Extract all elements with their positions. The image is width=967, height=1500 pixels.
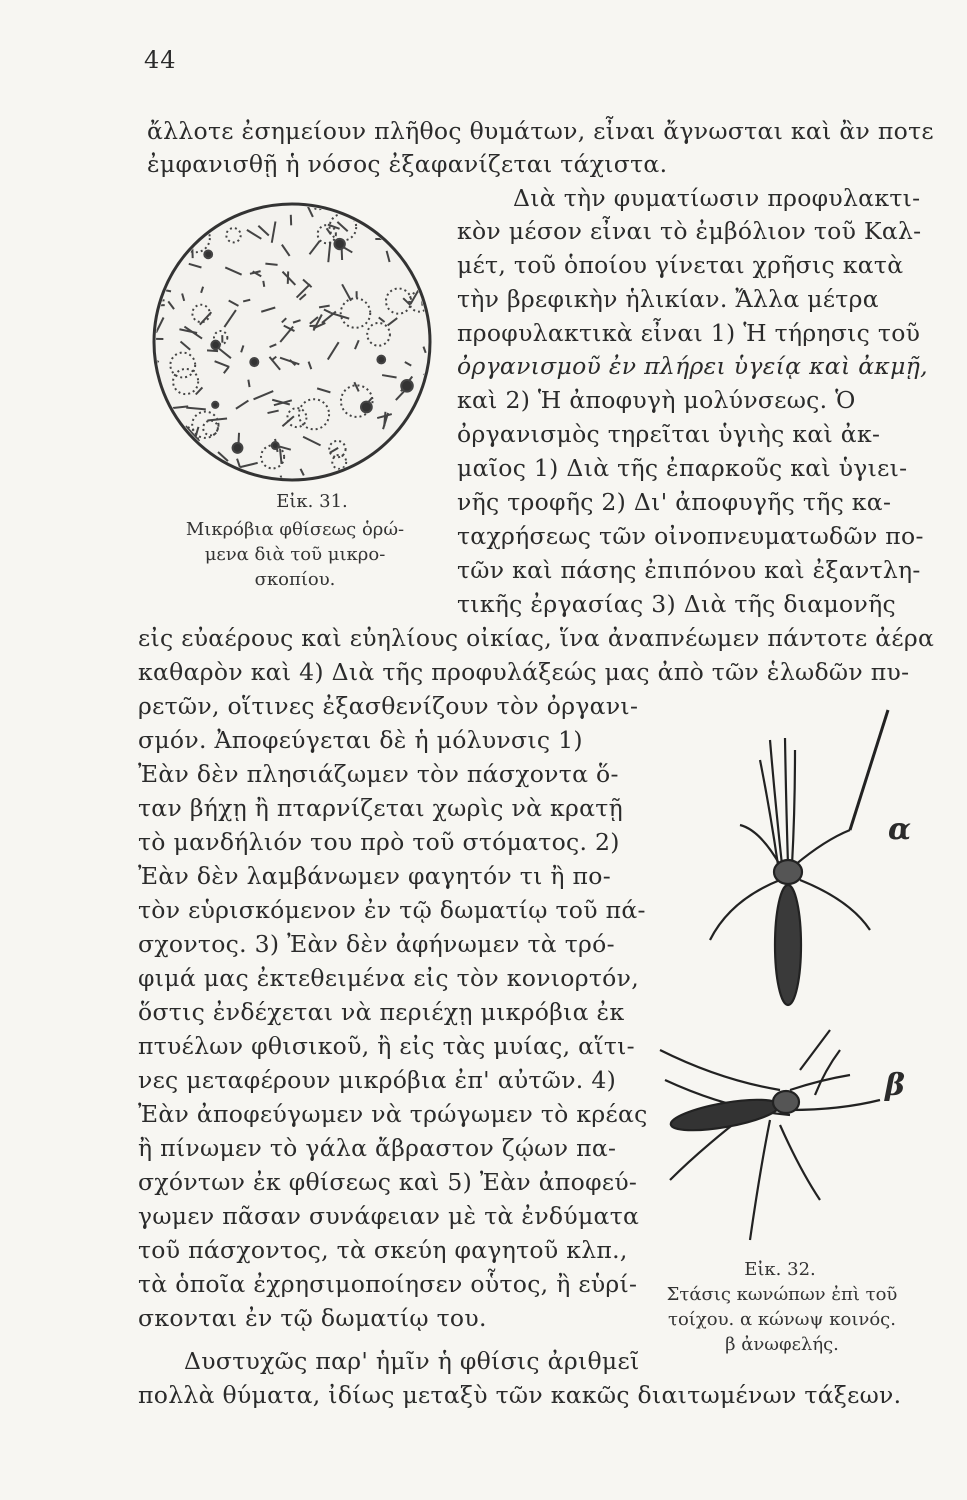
fig32-label-a: α xyxy=(888,812,912,847)
bacillus-mark xyxy=(421,201,427,210)
bacillus-mark xyxy=(265,264,277,265)
text-line: μέτ, τοῦ ὁποίου γίνεται χρῆσις κατὰ xyxy=(457,251,904,279)
text-line: τοῦ πάσχοντος, τὰ σκεύη φαγητοῦ κλπ., xyxy=(138,1236,628,1264)
bacillus-mark xyxy=(199,481,209,485)
text-line: γωμεν πᾶσαν συνάφειαν μὲ τὰ ἐνδύματα xyxy=(138,1202,640,1230)
bacillus-mark xyxy=(391,470,403,472)
fig31-caption-line: μενα διὰ τοῦ μικρο- xyxy=(204,544,386,565)
bacillus-mark xyxy=(406,445,414,461)
cell-cluster-mark xyxy=(333,200,349,209)
text-line: τὸν εὑρισκόμενον ἐν τῷ δωματίῳ τοῦ πά- xyxy=(138,896,646,924)
dark-cell-mark xyxy=(334,239,344,249)
text-line: ὅστις ἐνδέχεται νὰ περιέχῃ μικρόβια ἐκ xyxy=(138,998,625,1026)
bacillus-mark xyxy=(151,479,162,485)
bacillus-mark xyxy=(162,424,182,432)
bacillus-mark xyxy=(351,204,355,211)
text-line: σχοντος. 3) Ἐὰν δὲν ἀφήνωμεν τὰ τρό- xyxy=(138,930,615,958)
dark-cell-mark xyxy=(272,442,279,449)
text-line: τὰ ὁποῖα ἐχρησιμοποίησεν οὗτος, ἢ εὑρί- xyxy=(138,1270,638,1298)
fig31-caption-title: Εἰκ. 31. xyxy=(276,491,348,512)
mosquito-illustration xyxy=(640,700,920,1290)
text-line: Δυστυχῶς παρ' ἡμῖν ἡ φθίσις ἀριθμεῖ xyxy=(184,1347,640,1375)
text-line: σχόντων ἐκ φθίσεως καὶ 5) Ἐὰν ἀποφεύ- xyxy=(138,1168,638,1196)
fig32-caption-line: Στάσις κωνώπων ἐπὶ τοῦ xyxy=(666,1284,898,1305)
dark-cell-mark xyxy=(377,356,385,364)
bacillus-mark xyxy=(173,241,177,248)
text-line: καὶ 2) Ἡ ἀποφυγὴ μολύνσεως. Ὁ xyxy=(457,386,856,414)
text-line: ρετῶν, οἵτινες ἐξασθενίζουν τὸν ὀργανι- xyxy=(138,692,639,720)
text-line: Διὰ τὴν φυματίωσιν προφυλακτι- xyxy=(513,184,921,212)
text-line: σμόν. Ἀποφεύγεται δὲ ἡ μόλυνσις 1) xyxy=(138,726,583,754)
text-line: νες μεταφέρουν μικρόβια ἐπ' αὐτῶν. 4) xyxy=(138,1066,617,1094)
fig32-caption-line: τοίχου. α κώνωψ κοινός. xyxy=(668,1309,896,1330)
text-line: ὀργανισμὸς τηρεῖται ὑγιὴς καὶ ἀκ- xyxy=(457,420,881,448)
fig31-caption-line: Μικρόβια φθίσεως ὁρώ- xyxy=(185,519,405,540)
bacillus-mark xyxy=(172,451,179,453)
bacillus-mark xyxy=(425,428,435,442)
cell-cluster-mark xyxy=(150,215,164,240)
dark-cell-mark xyxy=(212,402,218,408)
text-line: εἰς εὐαέρους καὶ εὐηλίους οἰκίας, ἵνα ἀναπνέωμεν πάντοτε ἀέρα xyxy=(138,624,935,652)
bacillus-mark xyxy=(386,481,400,485)
bacillus-mark xyxy=(226,473,229,479)
text-line: ταχρήσεως τῶν οἰνοπνευματωδῶν πο- xyxy=(457,522,924,550)
anopheles-mosquito-drawing xyxy=(660,1030,880,1240)
page-number: 44 xyxy=(144,46,177,74)
fig32-caption-title: Εἰκ. 32. xyxy=(744,1259,816,1280)
text-line: σκονται ἐν τῷ δωματίῳ του. xyxy=(138,1304,487,1332)
text-line: ἢ πίνωμεν τὸ γάλα ἄβραστον ζῴων πα- xyxy=(138,1134,617,1162)
bacillus-mark xyxy=(212,470,218,478)
text-line: φιμά μας ἐκτεθειμένα εἰς τὸν κονιορτόν, xyxy=(138,964,639,992)
microscope-illustration xyxy=(150,200,435,485)
bacillus-mark xyxy=(207,350,218,351)
text-line: μαῖος 1) Διὰ τῆς ἐπαρκοῦς καὶ ὑγιει- xyxy=(457,454,908,482)
fig31-caption-line: σκοπίου. xyxy=(254,569,336,590)
text-line: ἄλλοτε ἐσημείουν πλῆθος θυμάτων, εἶναι ἄγνωσται καὶ ἂν ποτε xyxy=(147,117,934,145)
text-line: καθαρὸν καὶ 4) Διὰ τῆς προφυλάξεώς μας ἀπὸ τῶν ἑλωδῶν πυ- xyxy=(138,658,910,686)
bacillus-mark xyxy=(291,482,305,485)
bacillus-mark xyxy=(179,214,200,216)
text-line: ἐμφανισθῇ ἡ νόσος ἐξαφανίζεται τάχιστα. xyxy=(147,150,668,178)
text-line: τὸ μανδήλιόν του πρὸ τοῦ στόματος. 2) xyxy=(138,828,620,856)
text-line: νῆς τροφῆς 2) Δι' ἀποφυγῆς τῆς κα- xyxy=(457,488,892,516)
dark-cell-mark xyxy=(250,358,258,366)
bacillus-mark xyxy=(426,455,434,460)
bacillus-mark xyxy=(337,202,342,205)
cell-cluster-mark xyxy=(375,209,395,229)
text-line: τὴν βρεφικὴν ἡλικίαν. Ἄλλα μέτρα xyxy=(457,285,879,313)
text-line: τικῆς ἐργασίας 3) Διὰ τῆς διαμονῆς xyxy=(457,590,896,618)
text-line: κὸν μέσον εἶναι τὸ ἐμβόλιον τοῦ Καλ- xyxy=(457,217,922,245)
dark-cell-mark xyxy=(361,402,372,413)
text-line: ὀργανισμοῦ ἐν πλήρει ὑγείᾳ καὶ ἀκμῇ, xyxy=(457,352,928,380)
cell-cluster-mark xyxy=(420,472,435,485)
dark-cell-mark xyxy=(204,250,212,258)
dark-cell-mark xyxy=(233,443,243,453)
cell-cluster-mark xyxy=(158,415,176,433)
text-line: προφυλακτικὰ εἶναι 1) Ἡ τήρησις τοῦ xyxy=(457,319,921,347)
text-line: Ἐὰν ἀποφεύγωμεν νὰ τρώγωμεν τὸ κρέας xyxy=(138,1100,648,1128)
dark-cell-mark xyxy=(211,341,219,349)
bacillus-mark xyxy=(248,380,249,387)
text-line: Ἐὰν δὲν πλησιάζωμεν τὸν πάσχοντα ὅ- xyxy=(138,760,619,788)
common-mosquito-drawing xyxy=(710,710,888,1005)
dark-cell-mark xyxy=(401,380,413,392)
text-line: πτυέλων φθισικοῦ, ἢ εἰς τὰς μυίας, αἵτι- xyxy=(138,1032,635,1060)
text-line: Ἐὰν δὲν λαμβάνωμεν φαγητόν τι ἢ πο- xyxy=(138,862,611,890)
text-line: πολλὰ θύματα, ἰδίως μεταξὺ τῶν κακῶς διαιτωμένων τάξεων. xyxy=(138,1381,902,1409)
bacillus-mark xyxy=(150,244,157,258)
fig32-label-b: β xyxy=(885,1068,905,1103)
cell-cluster-mark xyxy=(185,470,199,484)
bacillus-mark xyxy=(168,246,170,253)
bacillus-mark xyxy=(263,281,264,287)
text-line: τῶν καὶ πάσης ἐπιπόνου καὶ ἐξαντλη- xyxy=(457,556,921,584)
text-line: ταν βήχῃ ἢ πταρνίζεται χωρὶς νὰ κρατῇ xyxy=(138,794,623,822)
fig32-caption-line: β ἀνωφελής. xyxy=(725,1334,839,1355)
bacillus-mark xyxy=(154,270,158,277)
bacillus-mark xyxy=(172,204,188,211)
